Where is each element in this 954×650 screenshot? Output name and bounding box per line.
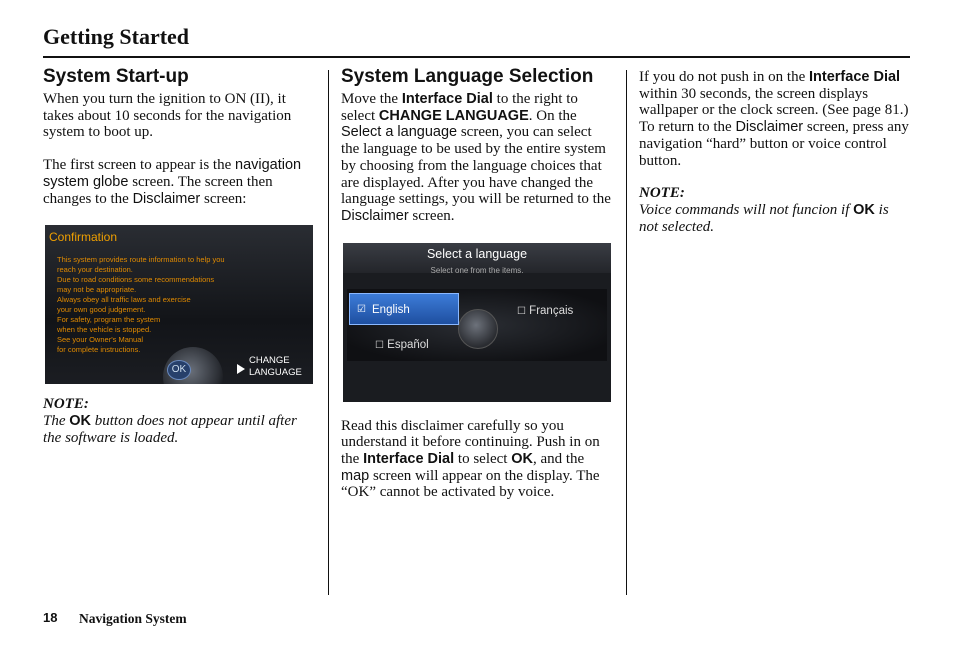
select-language-screen-image xyxy=(343,243,611,402)
startup-paragraph-2: The first screen to appear is the navigation system globe screen. The screen then changes to the Disclaimer screen: xyxy=(43,157,302,207)
note-text: The OK button does not appear until after the software is loaded. xyxy=(43,412,297,446)
note-heading: NOTE: xyxy=(639,185,685,202)
section-heading-language: System Language Selection xyxy=(341,66,594,87)
confirmation-screen-image xyxy=(45,225,313,384)
confirmation-text: This system provides route information to help you reach your destination. Due to road conditions some recommendations may not be appropriate. Always obey all traffic laws and exercise your own good judgement. For safety, program the system when the vehicle is stopped. See your Owner's Manual for complete instructions. xyxy=(57,255,225,355)
column-divider xyxy=(626,70,627,595)
checkbox-checked-icon: ☑ xyxy=(357,303,366,315)
column-language-selection xyxy=(341,66,613,501)
column-continued xyxy=(639,66,911,235)
note-text: Voice commands will not funcion if OK is not selected. xyxy=(639,201,889,235)
language-option-espanol: ☐ Español xyxy=(375,338,429,351)
ok-button: OK xyxy=(167,360,191,380)
section-heading-startup: System Start-up xyxy=(43,66,189,87)
checkbox-icon: ☐ xyxy=(375,339,384,351)
language-option-francais: ☐ Français xyxy=(517,304,574,317)
select-language-subtitle: Select one from the items. xyxy=(430,266,524,276)
language-paragraph-2: Read this disclaimer carefully so you understand it before continuing. Push in on the Interface Dial to select OK, and the map screen will appear on the display. The “OK” cannot be activated by voice. xyxy=(341,417,600,501)
language-option-english: ☑ English xyxy=(349,293,459,325)
language-paragraph-1: Move the Interface Dial to the right to select CHANGE LANGUAGE. On the Select a language screen, you can select the language to be used by the entire system by choosing from the language choices that are displayed. After you have changed the language settings, you will be returned to the Disclaimer screen. xyxy=(341,91,611,224)
column-divider xyxy=(328,70,329,595)
title-divider xyxy=(43,56,910,58)
select-language-title: Select a language xyxy=(426,246,528,261)
note-heading: NOTE: xyxy=(43,396,89,413)
continued-paragraph: If you do not push in on the Interface Dial within 30 seconds, the screen displays wallpaper or the clock screen. (See page 81.) To return to the Disclaimer screen, press any navigation “hard” button or voice control button. xyxy=(639,69,909,169)
checkbox-icon: ☐ xyxy=(517,305,526,317)
select-language-header xyxy=(343,243,611,276)
page-title: Getting Started xyxy=(43,24,190,49)
column-system-startup xyxy=(43,66,315,446)
interface-dial-graphic xyxy=(458,309,498,349)
confirmation-title: Confirmation xyxy=(49,230,118,245)
change-language-option: CHANGE LANGUAGE xyxy=(249,355,302,379)
footer-section-name: Navigation System xyxy=(79,611,187,626)
arrow-right-icon xyxy=(237,364,245,374)
page-number: 18 xyxy=(43,610,58,625)
startup-paragraph-1: When you turn the ignition to ON (II), it takes about 10 seconds for the navigation system to boot up. xyxy=(43,91,292,141)
